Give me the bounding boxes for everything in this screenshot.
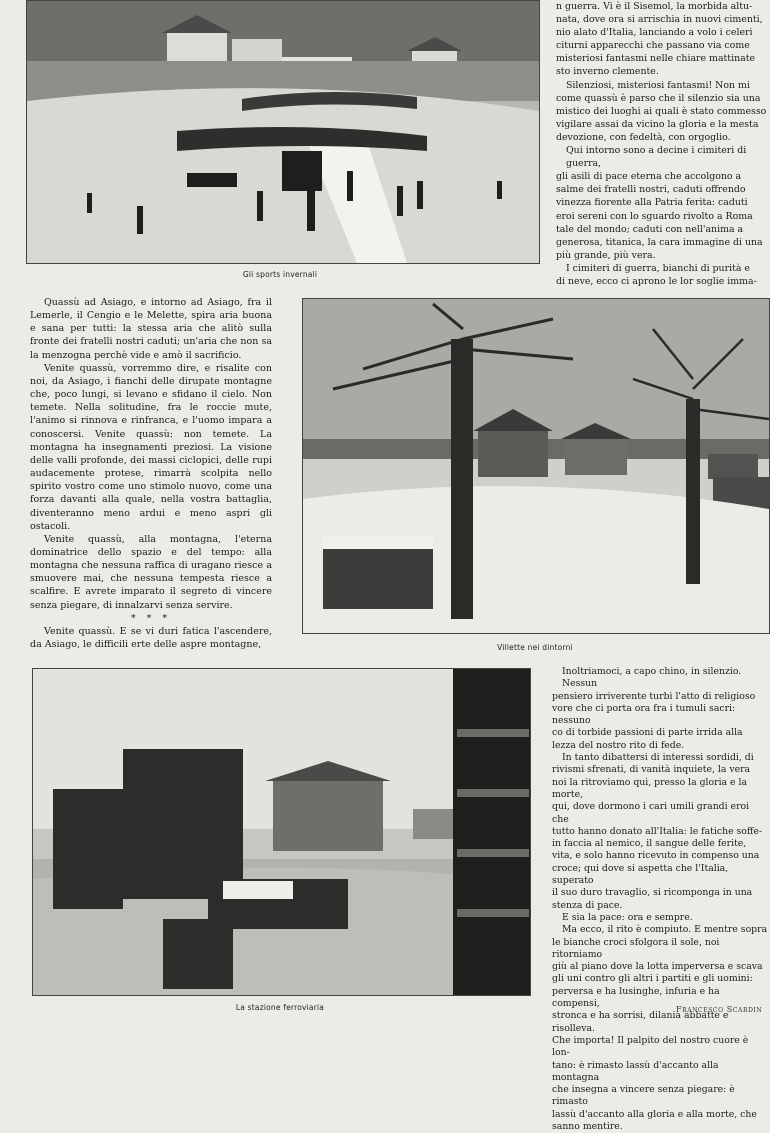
line: nio alato d'Italia, lanciando a volo i celeri [556, 27, 753, 39]
photo-caption: La stazione ferroviaria [235, 1003, 325, 1012]
line: co di torbide passioni di parte irrida alla [552, 727, 743, 739]
line: generosa, titanica, la cara immagine di una [556, 236, 763, 248]
line: sanno mentire. [552, 1120, 623, 1132]
photo-winter-sports-image [27, 1, 539, 263]
text-column-middle-left [30, 296, 272, 651]
line: tano: è rimasto lassù d'accanto alla montagna [552, 1059, 719, 1083]
line: giù al piano dove la lotta imperversa e scava [552, 961, 763, 973]
line: citurni apparecchi che passano via come [556, 40, 750, 52]
line: le bianche croci sfolgora il sole, noi ritorniamo [552, 936, 720, 960]
line: rivismi sfrenati, di vanità inquiete, la vera [552, 764, 751, 776]
photo-caption: Gli sports invernali [242, 270, 318, 279]
photo-railway-station-image [33, 669, 530, 995]
line: tale del mondo; caduti con nell'anima a [556, 223, 744, 235]
photo-caption: Villette nei dintorni [497, 643, 573, 652]
photo-winter-sports [26, 0, 540, 264]
line: stenza di pace. [552, 899, 623, 911]
line: croce; qui dove si aspetta che l'Italia, superato [552, 862, 729, 887]
line: misteriosi fantasmi nelle chiare mattinate [556, 53, 756, 65]
line: In tanto dibattersi di interessi sordidi, di [562, 752, 754, 764]
photo-villas-image [303, 299, 769, 633]
line: vore che ci porta ora fra i tumuli sacri: nessuno [552, 702, 736, 727]
line: Qui intorno sono a decine i cimiteri di guerra, [566, 145, 747, 170]
line: di neve, ecco ci aprono le lor soglie imma- [556, 275, 757, 287]
line: Silenziosi, misteriosi fantasmi! Non mi [566, 79, 750, 91]
line: vita, e solo hanno ricevuto in compenso una [552, 850, 760, 862]
line: più grande, più vera. [556, 249, 656, 261]
author-signature: Francesco Scardin [676, 1005, 763, 1014]
line: perversa e ha lusinghe, infuria e ha compensi, [552, 985, 720, 1010]
line: come quassù è parso che il silenzio sia una [556, 92, 761, 104]
paragraph: Quassù ad Asiago, e intorno ad Asiago, fra il Lemerle, il Cengio e le Melette, spira aria buona e sana per tutti: la stessa aria che alitò sulla fronte dei fratelli nostri caduti; un'aria che non sa la menzogna perchè vide e amò il sacrificio. [30, 297, 272, 361]
line: lezza del nostro rito di fede. [552, 739, 685, 751]
line: noi la ritroviamo qui, presso la gloria e la morte, [552, 776, 748, 800]
line: I cimiteri di guerra, bianchi di purità e [566, 262, 750, 274]
photo-railway-station [32, 668, 531, 996]
line: il suo duro travaglio, si ricomponga in una [552, 887, 753, 899]
line: vigilare assai da vicino la gloria e la mesta [556, 118, 759, 130]
line: mistico dei luoghi ai quali è stato commesso [556, 105, 767, 117]
line: Inoltriamoci, a capo chino, in silenzio. Nessun [562, 666, 742, 690]
line: n guerra. Vi è il Sisemol, la morbida altu- [556, 1, 753, 12]
line: eroi sereni con lo sguardo rivolto a Roma [556, 210, 753, 222]
paragraph: Venite quassù, vorremmo dire, e risalite con noi, da Asiago, i fianchi delle dirupate montagne che, poco lungi, si levano e sfidano il cielo. Non temete. Nella solitudine, fra le roccie mute, l'animo si rinnova e rinfranca, e l'uomo impara a conoscersi. Venite quassù: non temete. La montagna ha insegnamenti preziosi. La visione delle valli profonde, dei massi ciclopici, delle rupi audacemente protese, rimarrà scolpita nello spirito vostro come uno stimolo nuovo, come una forza davanti alla quale, nella vostra battaglia, diventeranno meno ardui e meno aspri gli ostacoli. [30, 362, 272, 532]
line: pensiero irriverente turbi l'atto di religioso [552, 690, 756, 702]
line: vinezza fiorente alla Patria ferita: caduti [556, 197, 748, 209]
paragraph: Venite quassù. E se vi duri fatica l'ascendere, da Asiago, le difficili erte delle aspre montagne, [30, 625, 272, 651]
line: gli asili di pace eterna che accolgono a [556, 171, 742, 183]
paragraph: Venite quassù, alla montagna, l'eterna dominatrice dello spazio e del tempo: alla montagna che nessuna raffica di uragano riesce a smuovere mai, che nessuna tempesta riesce a scalfire. E avrete imparato il segreto di vincere senza piegare, di innalzarvi senza servire. [30, 533, 272, 611]
line: lassù d'accanto alla gloria e alla morte, che [552, 1108, 757, 1120]
line: devozione, con fedeltà, con orgoglio. [556, 131, 731, 143]
line: nata, dove ora si arrischia in nuovi cimenti, [556, 14, 763, 26]
line: sto inverno clemente. [556, 66, 659, 78]
line: Che importa! Il palpito del nostro cuore è lon- [552, 1034, 749, 1059]
line: stronca e ha sorrisi, dilania abbatte e risolleva. [552, 1010, 729, 1034]
line: che insegna a vincere senza piegare: è rimasto [552, 1084, 735, 1108]
line: in faccia al nemico, il sangue delle ferite, [552, 838, 747, 850]
line: Ma ecco, il rito è compiuto. E mentre sopra [562, 924, 768, 936]
section-separator: * * * [130, 612, 172, 624]
line: salme dei fratelli nostri, caduti offrendo [556, 184, 746, 196]
line: qui, dove dormono i cari umili grandi eroi che [552, 801, 750, 825]
line: tutto hanno donato all'Italia: le fatiche soffe- [552, 825, 763, 837]
line: E sia la pace: ora e sempre. [562, 911, 693, 923]
line: gli uni contro gli altri i partiti e gli uomini: [552, 973, 753, 985]
text-column-top-right [556, 0, 768, 287]
photo-villas [302, 298, 770, 634]
